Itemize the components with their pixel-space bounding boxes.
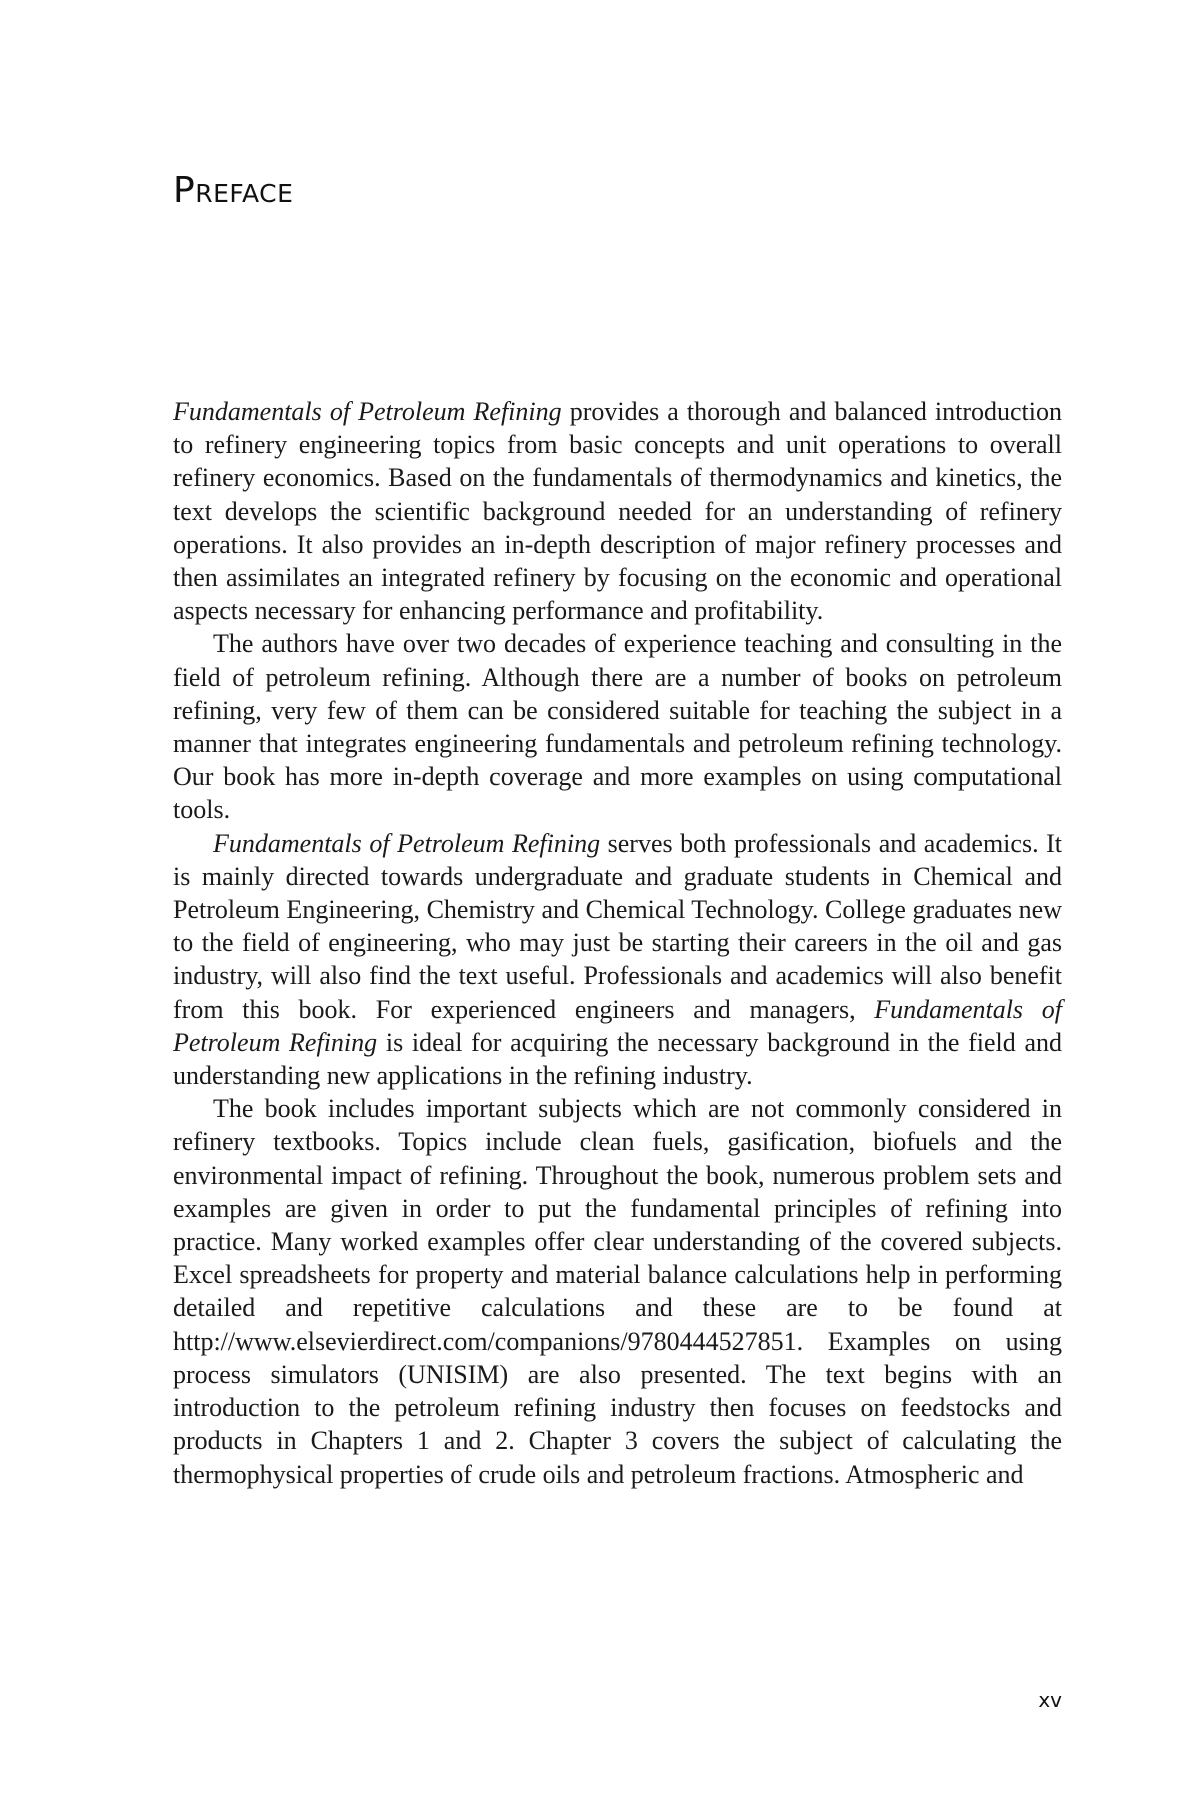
paragraph-text: serves both professionals and academics. It is mainly directed towards undergraduate and graduate students in Chemical and Petroleum Engineering, Chemistry and Chemical Technology. College graduates new to the field of engineering, who may just be starting their careers in the oil and gas industry, will also find the text useful. Professionals and academics will also benefit from this book. For experienced engineers and managers,: [173, 828, 1063, 1024]
paragraph-1: [173, 395, 1062, 627]
paragraph-text: provides a thorough and balanced introduction to refinery engineering topics from basic concepts and unit operations to overall refinery economics. Based on the fundamentals of thermodynamics and kinetics, the text develops the scientific background needed for an understanding of refinery operations. It also provides an in-depth description of major refinery processes and then assimilates an integrated refinery by focusing on the economic and operational aspects necessary for enhancing performance and profitability.: [173, 397, 1062, 626]
book-title-italic: Fundamentals of Petroleum Refining: [173, 994, 1062, 1057]
paragraph-text: is ideal for acquiring the necessary background in the field and understanding new applications in the refining industry.: [173, 1027, 1062, 1091]
paragraph-2: [173, 627, 1062, 826]
paragraph-3: [173, 827, 1062, 1093]
paragraph-text: The book includes important subjects which are not commonly considered in refinery textbooks. Topics include clean fuels, gasification, biofuels and the environmental impact of refining. Throughout the book, numerous problem sets and examples are given in order to put the fundamental principles of refining into practice. Many worked examples offer clear understanding of the covered subjects. Excel spreadsheets for property and material balance calculations help in performing detailed and repetitive calculations and these are to be found at http://www.elsevierdirect.com/companions/9780444527851. Examples on using process simulators (UNISIM) are also presented. The text begins with an introduction to the petroleum refining industry then focuses on feedstocks and products in Chapters 1 and 2. Chapter 3 covers the subject of calculating the thermophysical properties of crude oils and petroleum fractions. Atmospheric and: [173, 1094, 1062, 1489]
book-title-italic: Fundamentals of Petroleum Refining: [173, 397, 562, 426]
paragraph-4: [173, 1092, 1062, 1490]
preface-body: [173, 395, 1062, 1491]
book-title-italic: Fundamentals of Petroleum Refining: [213, 828, 601, 858]
page-title: Preface: [173, 170, 294, 211]
paragraph-text: The authors have over two decades of experience teaching and consulting in the field of petroleum refining. Although there are a number of books on petroleum refining, very few of them can be considered suitable for teaching the subject in a manner that integrates engineering fundamentals and petroleum refining technology. Our book has more in-depth coverage and more examples on using computational tools.: [173, 629, 1062, 825]
page-number: xv: [1038, 1688, 1062, 1712]
